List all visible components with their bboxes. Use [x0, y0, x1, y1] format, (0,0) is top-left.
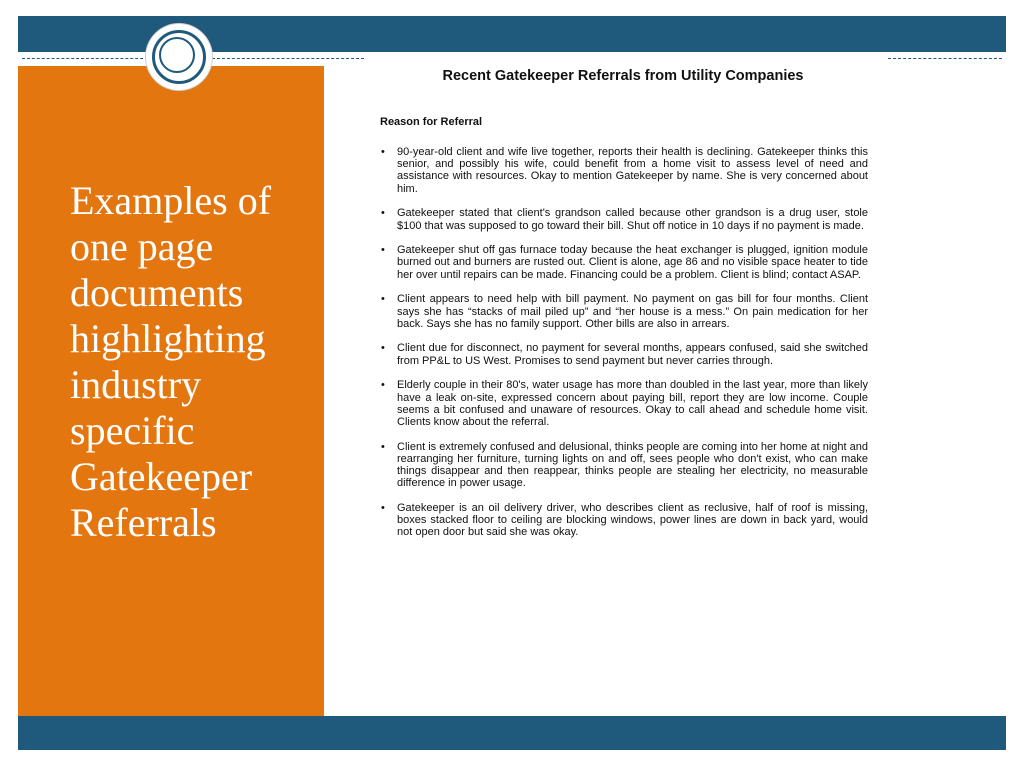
slide-title: Examples of one page documents highlighting industry specific Gatekeeper Referrals [70, 178, 272, 545]
referral-item: • Client appears to need help with bill payment. No payment on gas bill for four months. Client says she has “stacks of mail piled up” and “her house is a mess.” On pain medication for her back. Says she has no family support. Other bills are also in arrears. [380, 293, 868, 330]
referral-item: • Client is extremely confused and delusional, thinks people are coming into her home at night and rearranging her furniture, turning lights on and off, sees people who don't exist, who can make things disappear and then reappear, thinks people are stealing her electricity, no measurable difference in power usage. [380, 441, 868, 490]
circle-ornament-icon [146, 24, 212, 90]
referral-item: • 90-year-old client and wife live together, reports their health is declining. Gatekeeper thinks this senior, and possibly his wife, could benefit from a home visit to assess level of need and assistance with resources. Okay to mention Gatekeeper by name. She is very concerned about him. [380, 146, 868, 195]
circle-ornament-ring [152, 30, 206, 84]
referral-item: • Gatekeeper stated that client's grandson called because other grandson is a drug user, stole $100 that was supposed to go toward their bill. Shut off notice in 10 days if no payment is made. [380, 207, 868, 231]
referral-item: • Gatekeeper is an oil delivery driver, who describes client as reclusive, half of roof is missing, boxes stacked floor to ceiling are blocking windows, power lines are down in back yard, would not open door but said she was okay. [380, 502, 868, 539]
title-panel [18, 66, 324, 716]
circle-ornament-inner [159, 37, 195, 73]
referral-item: • Elderly couple in their 80's, water usage has more than doubled in the last year, more than likely have a leak on-site, expressed concern about paying bill, report they are low income. Couple seems a bit confused and unaware of resources. Okay to call ahead and schedule home visit. Clients know about the referral. [380, 379, 868, 428]
referral-item: • Client due for disconnect, no payment for several months, appears confused, said she switched from PP&L to US West. Promises to send payment but never carries through. [380, 342, 868, 366]
document-title: Recent Gatekeeper Referrals from Utility Companies [442, 68, 804, 84]
referral-list [380, 146, 868, 551]
dashed-divider-right [888, 58, 1002, 59]
document-page [366, 52, 886, 717]
dashed-divider-middle [212, 58, 364, 59]
referral-item: • Gatekeeper shut off gas furnace today because the heat exchanger is plugged, ignition module burned out and burners are rusted out. Client is alone, age 86 and no visible space heater to tide her over until repairs can be made. Financing could be a problem. Client is blind; contact ASAP. [380, 244, 868, 281]
document-subheading: Reason for Referral [380, 116, 483, 128]
dashed-divider-left [22, 58, 148, 59]
bottom-banner-bar [18, 716, 1006, 750]
